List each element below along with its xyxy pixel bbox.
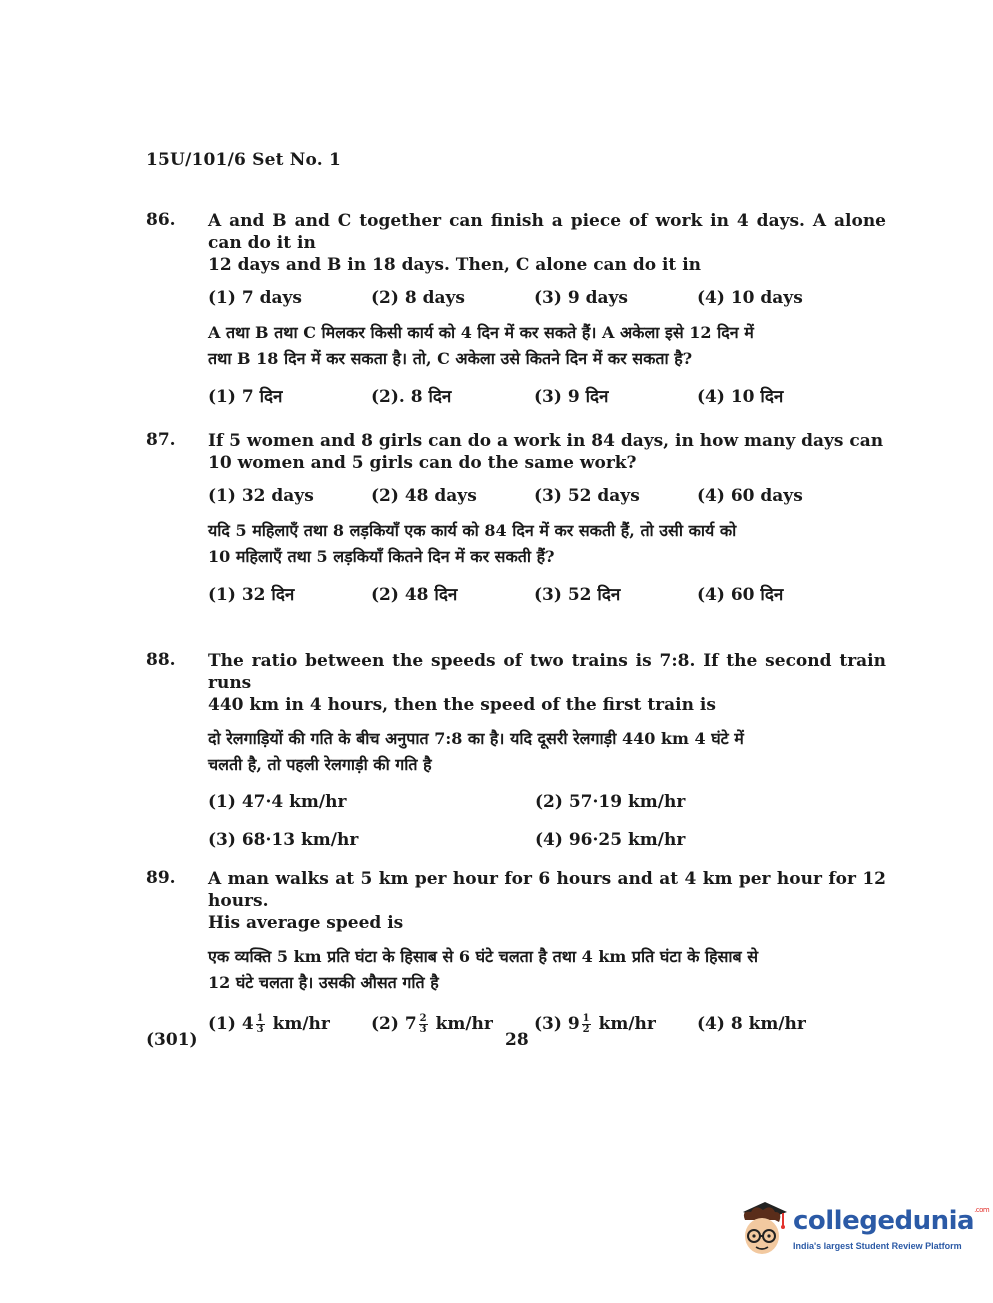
options-grid <box>208 792 886 850</box>
question-number: 89. <box>146 868 176 888</box>
question-text-line: 12 days and B in 18 days. Then, C alone can do it in <box>208 255 702 275</box>
option-unit: km/hr <box>435 1014 493 1034</box>
question-number: 88. <box>146 650 176 670</box>
brand-text: collegedunia <box>793 1206 975 1236</box>
option: (2) 48 दिन <box>371 585 458 605</box>
option-label: (2) 7 <box>371 1014 417 1034</box>
option: (4) 96·25 km/hr <box>535 830 686 850</box>
question-89 <box>146 868 886 1047</box>
question-text-hindi: तथा B 18 दिन में कर सकता है। तो, C अकेला उसे कितने दिन में कर सकता है? <box>208 349 693 368</box>
options-english <box>208 486 886 506</box>
options-hindi <box>208 384 886 407</box>
fraction-denominator: 2 <box>582 1024 590 1035</box>
fraction-numerator: 1 <box>256 1013 264 1024</box>
options-hindi <box>208 582 886 605</box>
brand-dotcom: .com <box>974 1206 990 1214</box>
fraction <box>419 1014 428 1035</box>
question-88 <box>146 650 886 850</box>
fraction-numerator: 2 <box>419 1013 427 1024</box>
fraction <box>582 1014 591 1035</box>
question-text-line: If 5 women and 8 girls can do a work in 84 days, in how many days can <box>208 431 884 451</box>
option-label: (1) 4 <box>208 1014 254 1034</box>
question-text-hindi: एक व्यक्ति 5 km प्रति घंटा के हिसाब से 6 घंटे चलता है तथा 4 km प्रति घंटा के हिसाब से <box>208 947 759 966</box>
question-text-hindi: यदि 5 महिलाएँ तथा 8 लड़कियाँ एक कार्य को 84 दिन में कर सकती हैं, तो उसी कार्य को <box>208 521 737 540</box>
option-unit: km/hr <box>272 1014 330 1034</box>
fraction-denominator: 3 <box>419 1024 427 1035</box>
options-english <box>208 1014 886 1035</box>
option: (2) 8 days <box>371 288 465 308</box>
option: (4) 60 दिन <box>697 585 784 605</box>
question-86 <box>146 210 886 419</box>
option: (2) 48 days <box>371 486 477 506</box>
option-4 <box>697 1014 860 1035</box>
option-label: (3) 9 <box>534 1014 580 1034</box>
question-text-line: 10 women and 5 girls can do the same work? <box>208 453 637 473</box>
question-number: 87. <box>146 430 176 450</box>
option: (4) 60 days <box>697 486 803 506</box>
set-header: 15U/101/6 Set No. 1 <box>146 150 342 170</box>
question-text-line: The ratio between the speeds of two trains is 7:8. If the second train runs <box>208 651 886 693</box>
question-text-hindi: 12 घंटे चलता है। उसकी औसत गति है <box>208 973 439 992</box>
option: (3) 52 दिन <box>534 585 621 605</box>
question-text-line: A and B and C together can finish a piece of work in 4 days. A alone can do it in <box>208 211 886 253</box>
question-87 <box>146 430 886 617</box>
fraction-numerator: 1 <box>582 1013 590 1024</box>
option: (4) 10 दिन <box>697 387 784 407</box>
option: (2). 8 दिन <box>371 387 452 407</box>
fraction-denominator: 3 <box>256 1024 264 1035</box>
paper-code: (301) <box>146 1030 198 1050</box>
question-text-hindi: 10 महिलाएँ तथा 5 लड़कियाँ कितने दिन में कर सकती हैं? <box>208 547 555 566</box>
option: (1) 7 days <box>208 288 302 308</box>
option: (3) 9 दिन <box>534 387 609 407</box>
option-unit: km/hr <box>598 1014 656 1034</box>
option-label: (4) 8 km/hr <box>697 1014 806 1034</box>
fraction <box>256 1014 265 1035</box>
question-number: 86. <box>146 210 176 230</box>
question-text-hindi: A तथा B तथा C मिलकर किसी कार्य को 4 दिन में कर सकते हैं। A अकेला इसे 12 दिन में <box>208 323 754 342</box>
collegedunia-logo <box>735 1198 990 1262</box>
option: (1) 32 days <box>208 486 314 506</box>
question-text-line: 440 km in 4 hours, then the speed of the first train is <box>208 695 716 715</box>
question-text-hindi: चलती है, तो पहली रेलगाड़ी की गति है <box>208 755 432 774</box>
mascot-icon <box>735 1198 791 1262</box>
brand-tagline: India's largest Student Review Platform <box>793 1241 962 1251</box>
option: (2) 57·19 km/hr <box>535 792 686 812</box>
option: (4) 10 days <box>697 288 803 308</box>
option: (1) 7 दिन <box>208 387 283 407</box>
option-3 <box>534 1014 697 1035</box>
option: (1) 32 दिन <box>208 585 295 605</box>
question-text-line: His average speed is <box>208 913 404 933</box>
page-number: 28 <box>505 1030 529 1050</box>
option: (1) 47·4 km/hr <box>208 792 347 812</box>
options-english <box>208 288 886 308</box>
question-text-hindi: दो रेलगाड़ियों की गति के बीच अनुपात 7:8 का है। यदि दूसरी रेलगाड़ी 440 km 4 घंटे में <box>208 729 744 748</box>
option: (3) 52 days <box>534 486 640 506</box>
option-1 <box>208 1014 371 1035</box>
option: (3) 68·13 km/hr <box>208 830 359 850</box>
question-text-line: A man walks at 5 km per hour for 6 hours and at 4 km per hour for 12 hours. <box>208 869 886 911</box>
option: (3) 9 days <box>534 288 628 308</box>
brand-name <box>793 1206 989 1236</box>
